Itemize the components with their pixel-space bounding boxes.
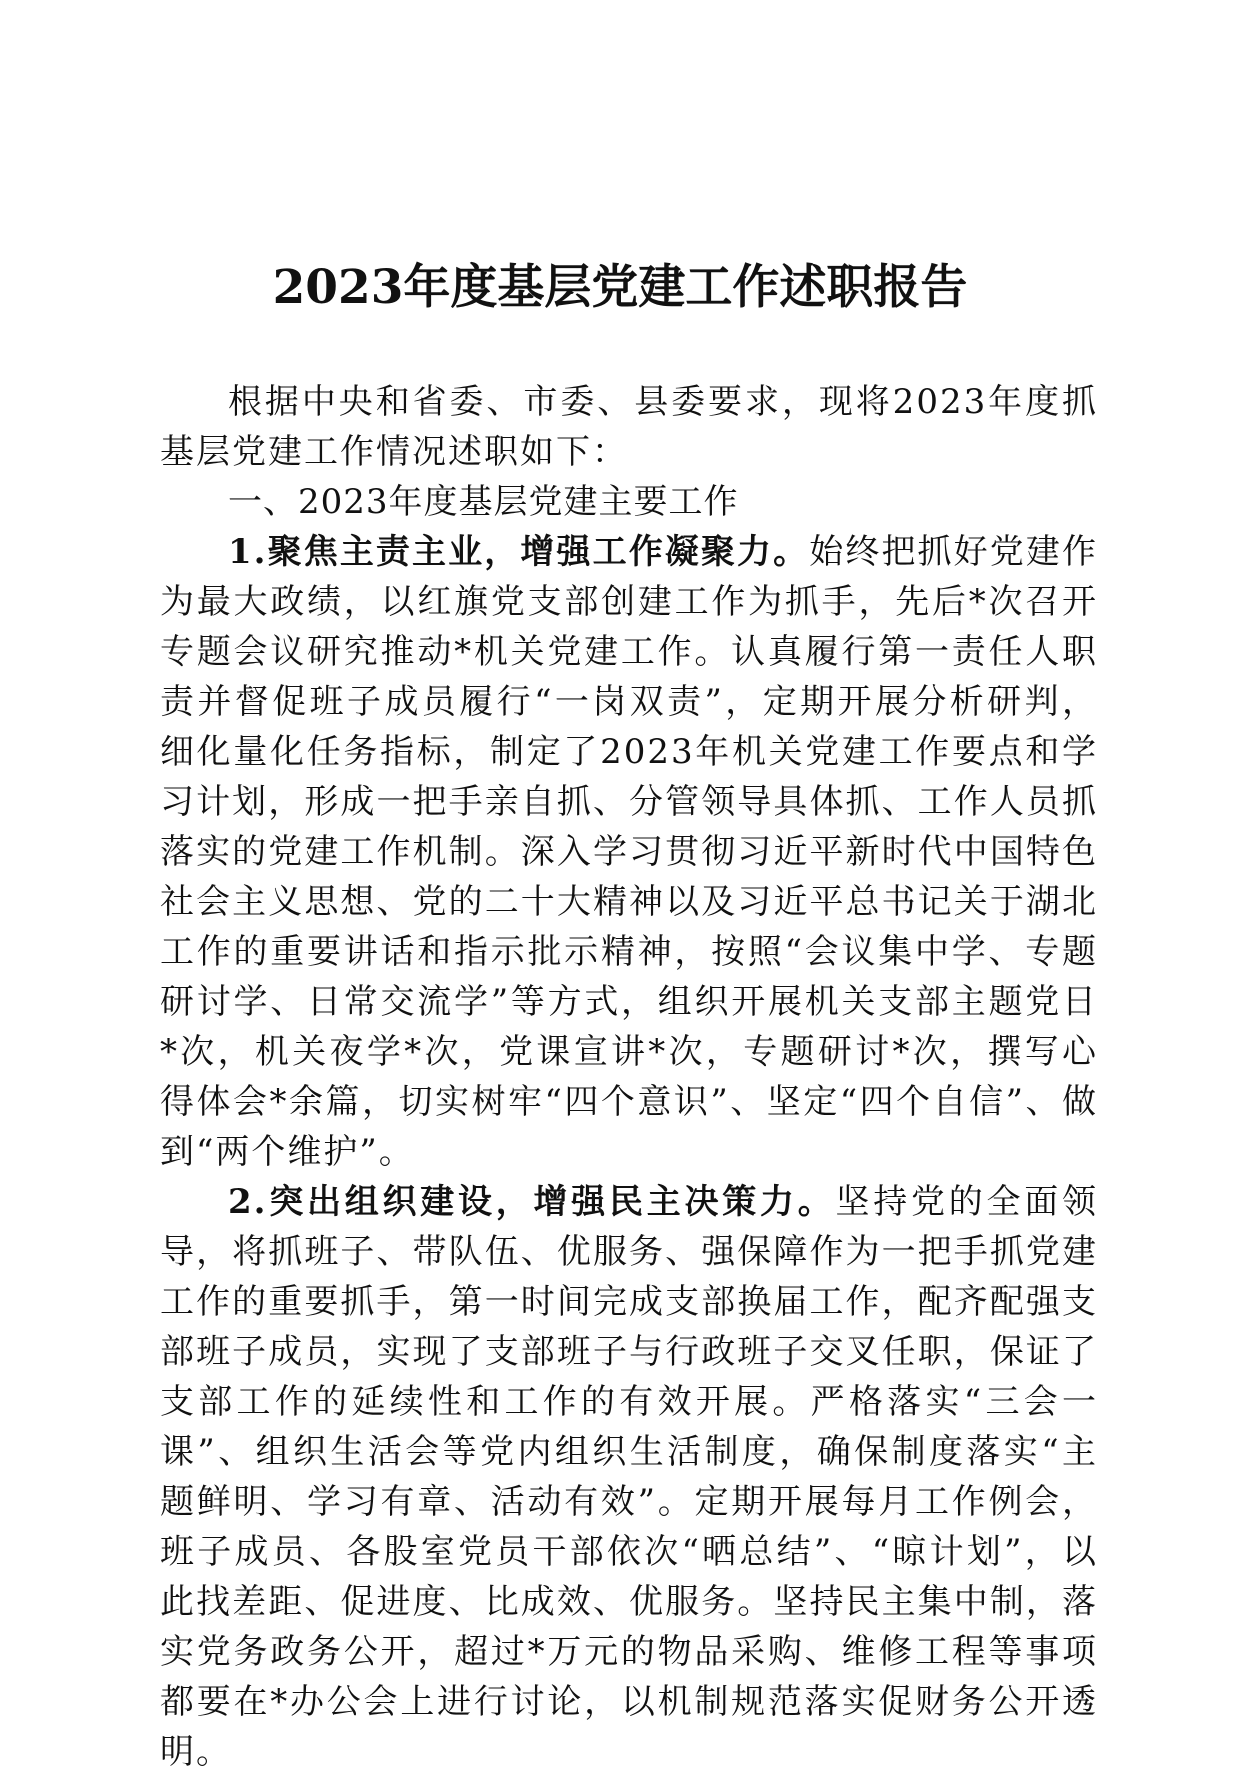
document-title: 2023年度基层党建工作述职报告 [272, 260, 968, 315]
document-body [160, 377, 1098, 1777]
item-2-paragraph [160, 1177, 1098, 1777]
item-1-paragraph [160, 527, 1098, 1177]
item-1-text: 始终把抓好党建作为最大政绩，以红旗党支部创建工作为抓手，先后*次召开专题会议研究推动*机关党建工作。认真履行第一责任人职责并督促班子成员履行“一岗双责”，定期开展分析研判，细化量化任务指标，制定了2023年机关党建工作要点和学习计划，形成一把手亲自抓、分管领导具体抓、工作人员抓落实的党建工作机制。深入学习贯彻习近平新时代中国特色社会主义思想、党的二十大精神以及习近平总书记关于湖北工作的重要讲话和指示批示精神，按照“会议集中学、专题研讨学、日常交流学”等方式，组织开展机关支部主题党日*次，机关夜学*次，党课宣讲*次，专题研讨*次，撰写心得体会*余篇，切实树牢“四个意识”、坚定“四个自信”、做到“两个维护”。 [160, 532, 1098, 1172]
item-2-lead: 2.突出组织建设，增强民主决策力。 [228, 1182, 836, 1222]
section-heading: 一、2023年度基层党建主要工作 [228, 482, 739, 522]
item-2-text: 坚持党的全面领导，将抓班子、带队伍、优服务、强保障作为一把手抓党建工作的重要抓手，第一时间完成支部换届工作，配齐配强支部班子成员，实现了支部班子与行政班子交叉任职，保证了支部工作的延续性和工作的有效开展。严格落实“三会一课”、组织生活会等党内组织生活制度，确保制度落实“主题鲜明、学习有章、活动有效”。定期开展每月工作例会，班子成员、各股室党员干部依次“晒总结”、“晾计划”，以此找差距、促进度、比成效、优服务。坚持民主集中制，落实党务政务公开，超过*万元的物品采购、维修工程等事项都要在*办公会上进行讨论，以机制规范落实促财务公开透明。 [160, 1182, 1098, 1772]
item-1-lead: 1.聚焦主责主业，增强工作凝聚力。 [228, 532, 810, 572]
intro-paragraph: 根据中央和省委、市委、县委要求，现将2023年度抓基层党建工作情况述职如下： [160, 382, 1098, 472]
